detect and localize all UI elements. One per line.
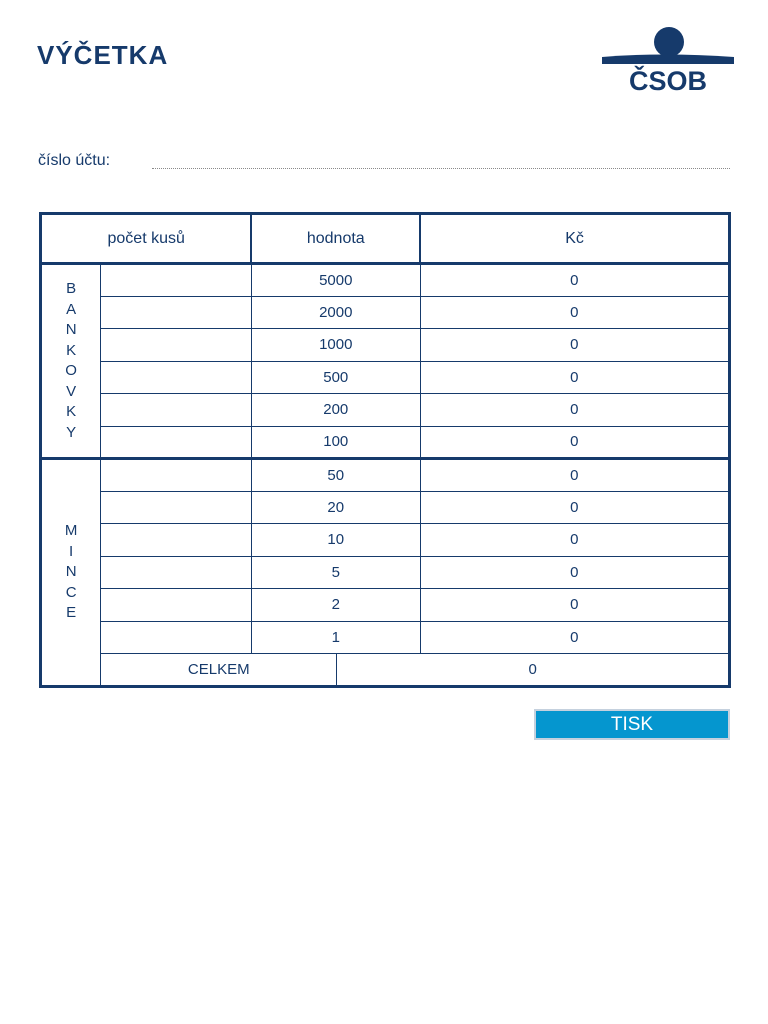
table-row [41,491,730,524]
denomination-value: 1000 [251,329,420,362]
quantity-input[interactable] [101,524,251,556]
table-row [41,524,730,557]
section-letter: C [65,583,77,601]
print-button[interactable]: TISK [534,709,730,740]
section-letter: E [66,604,77,621]
account-number-input[interactable] [152,150,730,169]
denomination-value: 5 [251,556,420,589]
quantity-cell [101,459,252,492]
column-header-czk: Kč [420,214,729,264]
page-title: VÝČETKA [37,40,169,70]
denomination-value: 1 [251,621,420,654]
table-row [41,459,730,492]
quantity-input[interactable] [101,329,251,361]
amount-czk: 0 [420,556,729,589]
section-letter: O [65,362,77,379]
table-row [41,589,730,622]
amount-czk: 0 [420,426,729,459]
table-row [41,394,730,427]
quantity-cell [101,621,252,654]
coins-section-label [41,459,101,687]
denomination-value: 200 [251,394,420,427]
amount-czk: 0 [420,329,729,362]
quantity-input[interactable] [101,427,251,458]
amount-czk: 0 [420,621,729,654]
table-row [41,361,730,394]
logo-text: ČSOB [628,66,708,92]
denomination-value: 20 [251,491,420,524]
table-row [41,329,730,362]
section-letter: A [66,300,77,318]
table-row [41,426,730,459]
table-row [41,556,730,589]
amount-czk: 0 [420,361,729,394]
total-label: CELKEM [101,654,337,687]
denomination-value: 10 [251,524,420,557]
quantity-input[interactable] [101,362,251,394]
section-letter: I [69,542,74,560]
quantity-input[interactable] [101,297,251,329]
section-letter: B [66,280,77,297]
section-letter: N [65,321,77,338]
quantity-cell [101,329,252,362]
denomination-value: 50 [251,459,420,492]
denomination-value: 2 [251,589,420,622]
quantity-input[interactable] [101,622,251,654]
section-letter: M [64,522,78,539]
quantity-input[interactable] [101,492,251,524]
quantity-input[interactable] [101,557,251,589]
denomination-value: 2000 [251,296,420,329]
table-body [41,264,730,687]
amount-czk: 0 [420,589,729,622]
amount-czk: 0 [420,296,729,329]
quantity-cell [101,296,252,329]
amount-czk: 0 [420,394,729,427]
account-number-label: číslo účtu: [38,152,111,169]
total-row [41,654,730,687]
quantity-input[interactable] [101,589,251,621]
table-row [41,296,730,329]
denomination-value: 100 [251,426,420,459]
amount-czk: 0 [420,524,729,557]
quantity-input[interactable] [101,460,251,491]
denomination-value: 500 [251,361,420,394]
quantity-input[interactable] [101,394,251,426]
section-letter: V [66,382,77,400]
total-amount: 0 [337,654,730,687]
section-letter: Y [66,423,77,441]
denomination-table [39,212,731,688]
table-row [41,621,730,654]
table-row [41,264,730,297]
quantity-cell [101,264,252,297]
amount-czk: 0 [420,459,729,492]
csob-logo [602,26,734,92]
denomination-value: 5000 [251,264,420,297]
quantity-cell [101,589,252,622]
section-letter: K [66,403,77,420]
quantity-cell [101,426,252,459]
column-header-count: počet kusů [41,214,252,264]
quantity-cell [101,491,252,524]
section-letter: N [65,563,77,580]
quantity-cell [101,394,252,427]
quantity-cell [101,556,252,589]
column-header-value: hodnota [251,214,420,264]
amount-czk: 0 [420,491,729,524]
banknotes-section-label [41,264,101,459]
amount-czk: 0 [420,264,729,297]
quantity-input[interactable] [101,265,251,296]
quantity-cell [101,524,252,557]
quantity-cell [101,361,252,394]
section-letter: K [66,341,77,359]
